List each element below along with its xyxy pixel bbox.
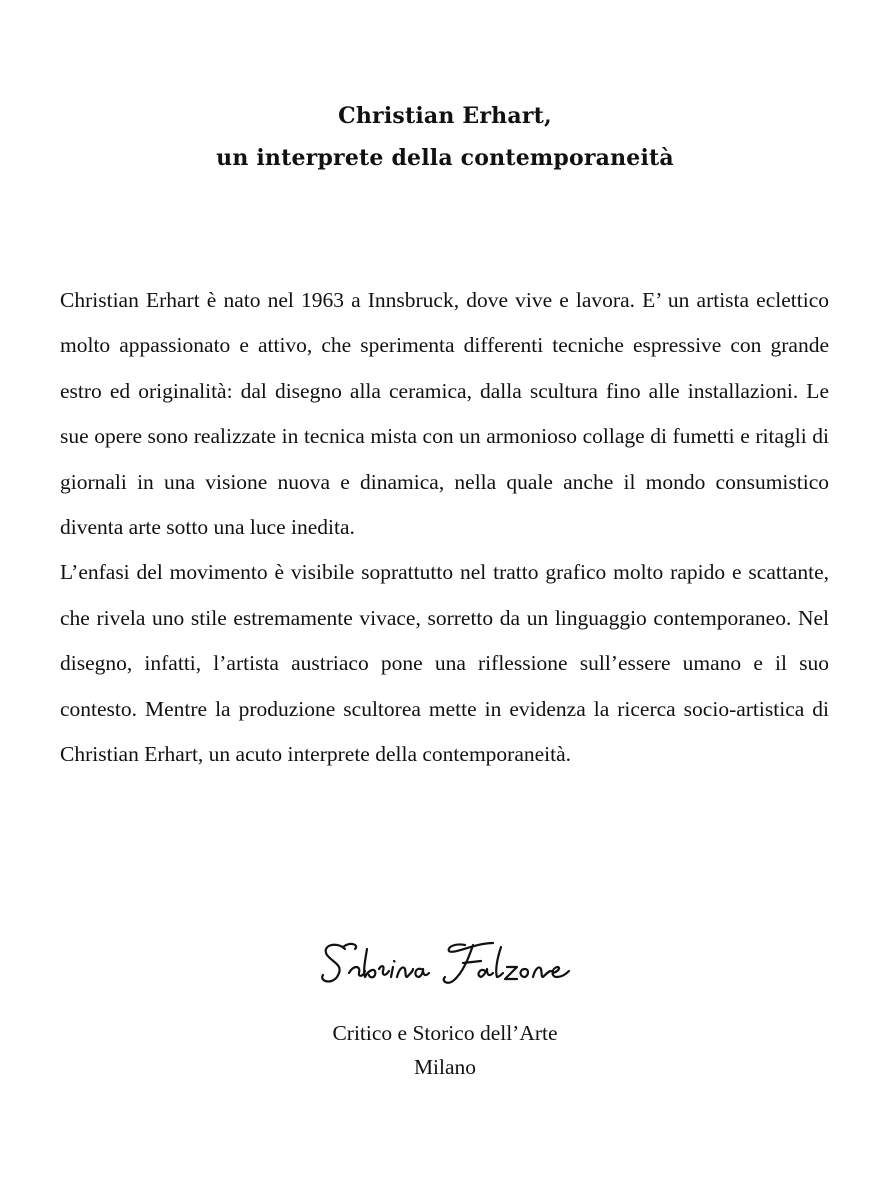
- paragraph-1: Christian Erhart è nato nel 1963 a Innsbruck, dove vive e lavora. E’ un artista eclettico molto appassionato e attivo, che sperimenta differenti tecniche espressive con grande estro ed originalità: dal disegno alla ceramica, dalla scultura fino alle installazioni. Le sue opere sono realizzate in tecnica mista con un armonioso collage di fumetti e ritagli di giornali in una visione nuova e dinamica, nella quale anche il mondo consumistico diventa arte sotto una luce inedita.: [60, 288, 829, 540]
- document-title: [0, 95, 890, 179]
- handwritten-signature: [0, 935, 890, 995]
- title-line-2: un interprete della contemporaneità: [216, 145, 674, 171]
- title-line-1: Christian Erhart,: [338, 103, 552, 129]
- body-text: [60, 278, 829, 777]
- author-role: Critico e Storico dell’Arte: [332, 1021, 558, 1045]
- author-city: Milano: [413, 1055, 477, 1079]
- paragraph-2: L’enfasi del movimento è visibile soprattutto nel tratto grafico molto rapido e scattante, che rivela uno stile estremamente vivace, sorretto da un linguaggio contemporaneo. Nel disegno, infatti, l’artista austriaco pone una riflessione sull’essere umano e il suo contesto. Mentre la produzione scultorea mette in evidenza la ricerca socio-artistica di Christian Erhart, un acuto interprete della contemporaneità.: [60, 560, 829, 767]
- author-affiliation: [0, 1016, 890, 1084]
- signature-image: [315, 935, 575, 995]
